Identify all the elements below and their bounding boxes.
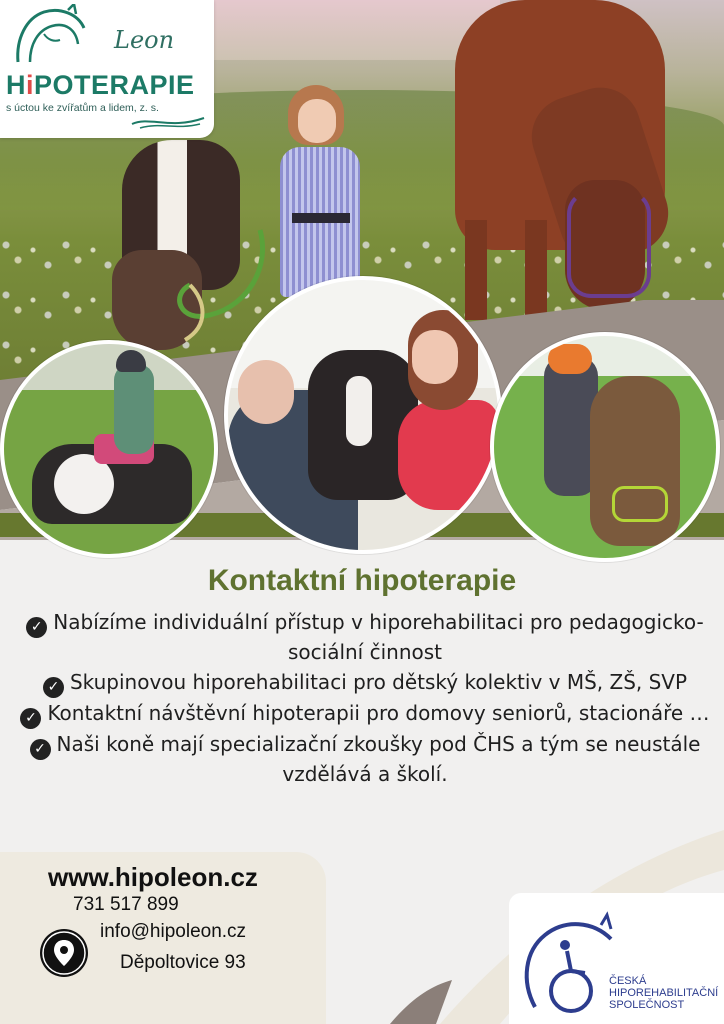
logo-title-rest: POTERAPIE bbox=[34, 70, 195, 100]
girl-face bbox=[298, 99, 336, 143]
check-circle-icon: ✓ bbox=[30, 739, 51, 760]
hipoterapie-leon-logo bbox=[0, 0, 214, 138]
child-rider bbox=[114, 364, 154, 454]
senior-face bbox=[238, 360, 294, 424]
girl-sash bbox=[292, 213, 350, 223]
bullet-text: Kontaktní návštěvní hipoterapii pro domovy seniorů, stacionáře … bbox=[47, 701, 710, 725]
photo-child-on-pony bbox=[0, 340, 218, 558]
pony-blaze bbox=[346, 376, 372, 446]
logo-tagline: s úctou ke zvířatům a lidem, z. s. bbox=[6, 102, 159, 114]
horse-wheelchair-logo-icon bbox=[515, 911, 619, 1019]
logo-title bbox=[6, 70, 195, 101]
chs-line-1: ČESKÁ bbox=[609, 975, 647, 987]
bullet-item bbox=[20, 668, 710, 698]
check-circle-icon: ✓ bbox=[20, 708, 41, 729]
page-heading: Kontaktní hipoterapie bbox=[207, 564, 517, 597]
bullet-item bbox=[20, 699, 710, 729]
location-pin-icon bbox=[40, 929, 88, 977]
website-link[interactable]: www.hipoleon.cz bbox=[48, 862, 258, 892]
logo-signature: Leon bbox=[114, 26, 175, 54]
woman-face bbox=[412, 330, 458, 384]
bullet-list bbox=[20, 608, 710, 790]
child-orange-hood bbox=[548, 344, 592, 374]
chs-logo-text bbox=[609, 975, 718, 1011]
check-circle-icon: ✓ bbox=[43, 677, 64, 698]
bullet-item bbox=[20, 608, 710, 667]
bullet-item bbox=[20, 730, 710, 789]
chs-line-3: SPOLEČNOST bbox=[609, 999, 685, 1011]
logo-swoosh-icon bbox=[130, 114, 206, 130]
bullet-text: Nabízíme individuální přístup v hiporehabilitaci pro pedagogicko-sociální činnost bbox=[53, 610, 704, 664]
phone-number: 731 517 899 bbox=[73, 894, 179, 915]
bullet-text: Skupinovou hiporehabilitaci pro dětský kolektiv v MŠ, ZŠ, SVP bbox=[69, 670, 688, 694]
logo-title-first: H bbox=[6, 70, 26, 100]
pony-green-halter bbox=[612, 486, 668, 522]
photo-child-hugging-pony bbox=[490, 332, 720, 562]
chs-logo-card bbox=[509, 893, 724, 1024]
purple-halter bbox=[567, 190, 651, 298]
photo-senior-with-pony bbox=[224, 276, 502, 554]
horse-and-woman-logo-icon bbox=[8, 4, 88, 64]
address: Děpoltovice 93 bbox=[120, 952, 246, 973]
logo-title-accent: i bbox=[26, 70, 35, 100]
bullet-text: Naši koně mají specializační zkoušky pod ČHS a tým se neustále vzdělává a školí. bbox=[56, 732, 701, 786]
woman-red-jacket bbox=[398, 400, 498, 510]
email-address: info@hipoleon.cz bbox=[100, 921, 247, 942]
child-helmet bbox=[116, 350, 146, 372]
chestnut-horse bbox=[455, 0, 675, 330]
chs-line-2: HIPOREHABILITAČNÍ bbox=[609, 987, 719, 999]
check-circle-icon: ✓ bbox=[26, 617, 47, 638]
